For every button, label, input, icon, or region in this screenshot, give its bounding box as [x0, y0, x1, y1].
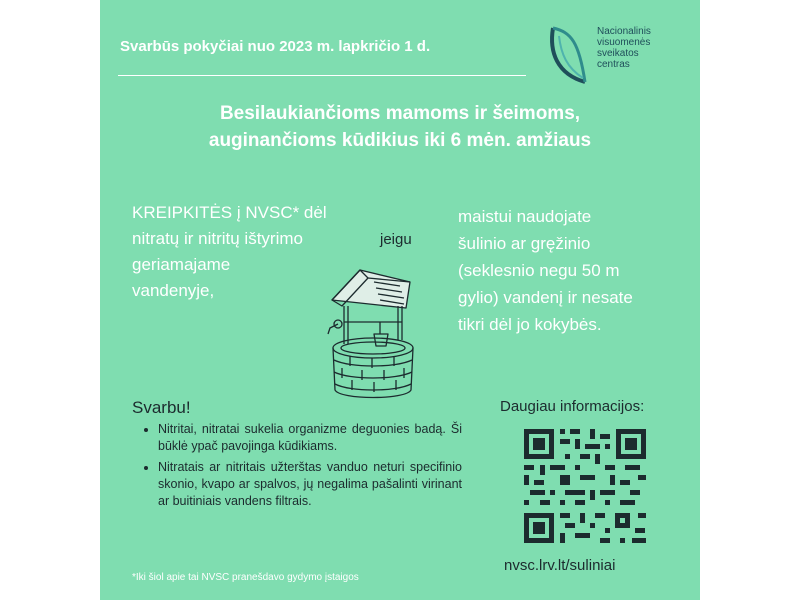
poster: [100, 0, 700, 600]
more-info-title: Daugiau informacijos:: [500, 398, 645, 415]
important-list: [144, 421, 462, 514]
headline: [100, 100, 700, 154]
right-text: [458, 203, 678, 338]
top-title: Svarbūs pokyčiai nuo 2023 m. lapkričio 1 d.: [120, 38, 431, 55]
divider: [118, 75, 526, 76]
left-line: vandenyje,: [132, 281, 215, 300]
logo-text: [597, 26, 651, 70]
logo-mark-icon: [545, 22, 595, 84]
list-item: • Nitritai, nitratai sukelia organizme deguonies badą. Ši būklė ypač pavojinga kūdikiams.: [158, 421, 462, 455]
footnote: *Iki šiol apie tai NVSC pranešdavo gydymo įstaigos: [132, 572, 359, 583]
left-line: nitratų ir nitritų ištyrimo: [132, 229, 303, 248]
headline-line-1: Besilaukiančioms mamoms ir šeimoms,: [219, 103, 581, 124]
qr-code-icon[interactable]: [520, 425, 650, 547]
right-line: šulinio ar gręžinio: [458, 234, 591, 253]
more-info-url[interactable]: nvsc.lrv.lt/suliniai: [504, 557, 616, 574]
logo: [545, 22, 685, 92]
well-illustration-icon: [310, 262, 430, 402]
logo-line: Nacionalinis: [597, 26, 651, 37]
right-line: maistui naudojate: [458, 207, 592, 226]
right-line: gylio) vandenį ir nesate: [458, 288, 633, 307]
list-item: • Nitratais ar nitritais užterštas vanduo neturi specifinio skonio, kvapo ar spalvos, jų negalima pašalinti virinant ar buitiniais vandens filtrais.: [158, 459, 462, 510]
middle-word: jeigu: [380, 231, 412, 248]
left-line: geriamajame: [132, 255, 231, 274]
right-line: (seklesnio negu 50 m: [458, 261, 620, 280]
logo-line: sveikatos: [597, 48, 639, 59]
right-line: tikri dėl jo kokybės.: [458, 315, 602, 334]
logo-line: visuomenės: [597, 37, 651, 48]
logo-line: centras: [597, 59, 630, 70]
important-title: Svarbu!: [132, 398, 191, 417]
headline-line-2: auginančioms kūdikius iki 6 mėn. amžiaus: [208, 130, 592, 151]
left-line: KREIPKITĖS į NVSC* dėl: [132, 203, 327, 222]
